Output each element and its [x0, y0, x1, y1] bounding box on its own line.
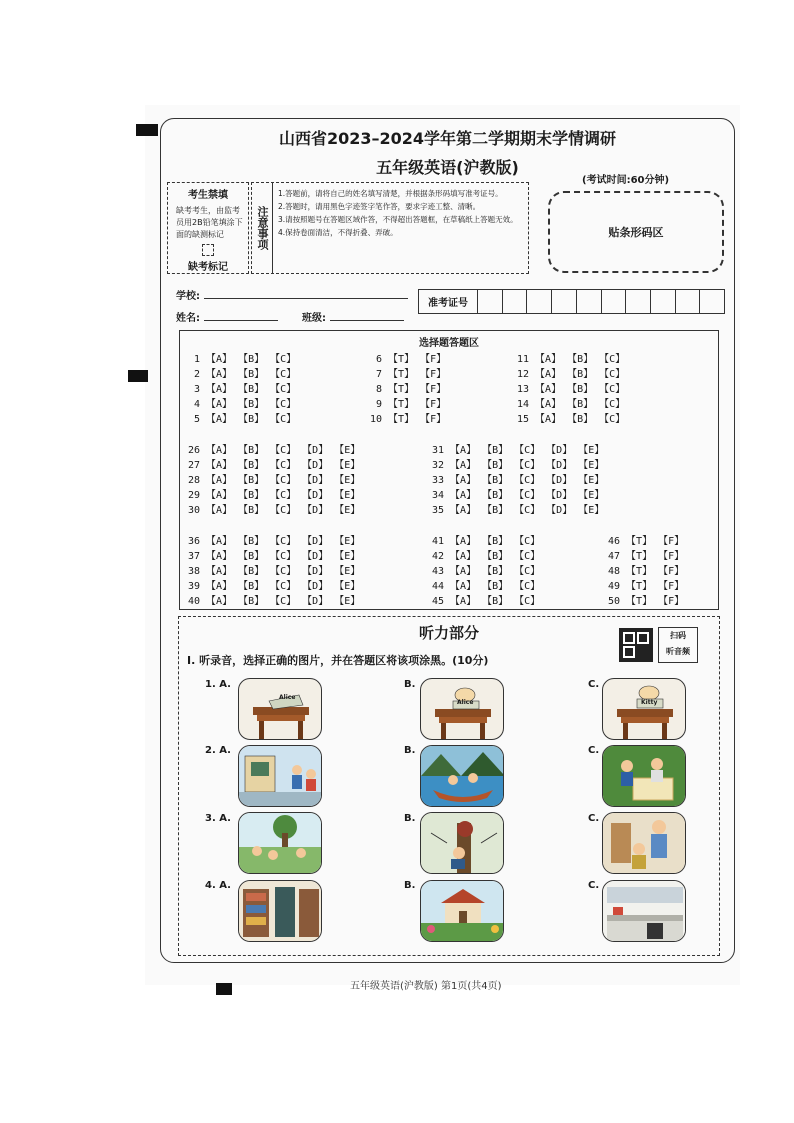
listening-title: 听力部分 [418, 624, 479, 642]
answer-row[interactable]: 35 【A】 【B】 【C】 【D】 【E】 [432, 505, 605, 516]
option-label: 1. A. [205, 679, 231, 690]
answer-row[interactable]: 30 【A】 【B】 【C】 【D】 【E】 [188, 505, 361, 516]
answer-row[interactable]: 13 【A】 【B】 【C】 [517, 384, 626, 395]
absent-instruction: 缺考考生，由监考员用2B铅笔填涂下面的缺测标记 [176, 206, 243, 239]
school-field[interactable] [204, 298, 408, 299]
answer-row[interactable]: 12 【A】 【B】 【C】 [517, 369, 626, 380]
answer-row[interactable]: 2 【A】 【B】 【C】 [194, 369, 297, 380]
barcode-label: 贴条形码区 [608, 226, 664, 239]
picture-kids-outdoors[interactable] [238, 812, 322, 874]
answer-row[interactable]: 14 【A】 【B】 【C】 [517, 399, 626, 410]
answer-row[interactable]: 49 【T】 【F】 [608, 581, 685, 592]
answer-row[interactable]: 43 【A】 【B】 【C】 [432, 566, 541, 577]
answer-row[interactable]: 26 【A】 【B】 【C】 【D】 【E】 [188, 445, 361, 456]
exam-id-cell[interactable] [503, 290, 528, 313]
option-label: 2. A. [205, 745, 231, 756]
school-label: 学校: [176, 291, 200, 302]
answer-row[interactable]: 31 【A】 【B】 【C】 【D】 【E】 [432, 445, 605, 456]
exam-id-cell[interactable] [602, 290, 627, 313]
name-label: 姓名: [176, 313, 200, 324]
nameplate-text: Alice [457, 699, 474, 706]
picture-school-play[interactable] [238, 745, 322, 807]
answer-row[interactable]: 5 【A】 【B】 【C】 [194, 414, 297, 425]
qr-label-line: 扫码 [670, 631, 686, 640]
option-label: B. [404, 880, 416, 891]
exam-id-cell[interactable] [651, 290, 676, 313]
option-label: B. [404, 745, 416, 756]
barcode-area [548, 191, 724, 273]
answer-row[interactable]: 27 【A】 【B】 【C】 【D】 【E】 [188, 460, 361, 471]
picture-garden-house[interactable] [420, 880, 504, 942]
picture-picnic[interactable] [602, 745, 686, 807]
answer-row[interactable]: 46 【T】 【F】 [608, 536, 685, 547]
notice-box [251, 182, 529, 274]
alignment-mark-bottom [216, 983, 232, 995]
answer-row[interactable]: 50 【T】 【F】 [608, 596, 685, 607]
class-field[interactable] [330, 320, 404, 321]
answer-row[interactable]: 41 【A】 【B】 【C】 [432, 536, 541, 547]
option-label: C. [588, 679, 600, 690]
absent-heading: 考生禁填 [188, 190, 228, 201]
option-label: 3. A. [205, 813, 231, 824]
answer-row[interactable]: 38 【A】 【B】 【C】 【D】 【E】 [188, 566, 361, 577]
picture-desk-alice-b[interactable] [420, 678, 504, 740]
picture-kitchen[interactable] [602, 880, 686, 942]
picture-boating[interactable] [420, 745, 504, 807]
exam-id-cell[interactable] [552, 290, 577, 313]
exam-id-cell[interactable] [626, 290, 651, 313]
qr-code-icon[interactable] [619, 628, 653, 662]
answer-area-heading: 选择题答题区 [419, 338, 479, 349]
alignment-mark-middle [128, 370, 148, 382]
answer-row[interactable]: 37 【A】 【B】 【C】 【D】 【E】 [188, 551, 361, 562]
option-label: B. [404, 813, 416, 824]
picture-climbing-tree[interactable] [420, 812, 504, 874]
qr-label [658, 627, 698, 663]
answer-row[interactable]: 10 【T】 【F】 [370, 414, 447, 425]
qr-label-line: 听音频 [666, 647, 690, 656]
absent-mark-label: 缺考标记 [188, 262, 228, 273]
answer-row[interactable]: 3 【A】 【B】 【C】 [194, 384, 297, 395]
picture-desk-alice[interactable] [238, 678, 322, 740]
answer-row[interactable]: 39 【A】 【B】 【C】 【D】 【E】 [188, 581, 361, 592]
answer-row[interactable]: 45 【A】 【B】 【C】 [432, 596, 541, 607]
answer-row[interactable]: 33 【A】 【B】 【C】 【D】 【E】 [432, 475, 605, 486]
option-label: C. [588, 813, 600, 824]
answer-row[interactable]: 29 【A】 【B】 【C】 【D】 【E】 [188, 490, 361, 501]
exam-time: (考试时间:60分钟) [582, 175, 670, 186]
picture-bookshelf-room[interactable] [238, 880, 322, 942]
nameplate-text: Kitty [641, 699, 658, 706]
notice-list [252, 183, 528, 239]
option-label: C. [588, 880, 600, 891]
alignment-mark-top [136, 124, 158, 136]
exam-subtitle: 五年级英语(沪教版) [376, 158, 519, 177]
answer-row[interactable]: 47 【T】 【F】 [608, 551, 685, 562]
exam-id-cell[interactable] [478, 290, 503, 313]
notice-item: 3.请按照题号在答题区域作答，不得超出答题框，在草稿纸上答题无效。 [278, 215, 518, 224]
answer-row[interactable]: 32 【A】 【B】 【C】 【D】 【E】 [432, 460, 605, 471]
page-footer: 五年级英语(沪教版) 第1页(共4页) [350, 981, 502, 992]
answer-row[interactable]: 1 【A】 【B】 【C】 [194, 354, 297, 365]
answer-row[interactable]: 8 【T】 【F】 [370, 384, 447, 395]
exam-id-label: 准考证号 [419, 290, 478, 313]
picture-father-child[interactable] [602, 812, 686, 874]
answer-row[interactable]: 34 【A】 【B】 【C】 【D】 【E】 [432, 490, 605, 501]
answer-row[interactable]: 9 【T】 【F】 [370, 399, 447, 410]
exam-id-cell[interactable] [577, 290, 602, 313]
answer-row[interactable]: 6 【T】 【F】 [370, 354, 447, 365]
notice-item: 4.保持卷面清洁，不得折叠、弄破。 [278, 228, 398, 237]
absent-box [167, 182, 249, 274]
exam-id-cell[interactable] [527, 290, 552, 313]
answer-row[interactable]: 11 【A】 【B】 【C】 [517, 354, 626, 365]
option-label: B. [404, 679, 416, 690]
exam-id-cell[interactable] [700, 290, 724, 313]
answer-row[interactable]: 28 【A】 【B】 【C】 【D】 【E】 [188, 475, 361, 486]
listening-instruction: Ⅰ. 听录音，选择正确的图片，并在答题区将该项涂黑。(10分) [187, 654, 489, 667]
nameplate-text: Alice [279, 694, 296, 701]
notice-item: 2.答题时，请用黑色字迹签字笔作答，要求字迹工整、清晰。 [278, 202, 481, 211]
answer-row[interactable]: 42 【A】 【B】 【C】 [432, 551, 541, 562]
option-label: C. [588, 745, 600, 756]
name-field[interactable] [204, 320, 278, 321]
picture-desk-kitty[interactable] [602, 678, 686, 740]
answer-row[interactable]: 15 【A】 【B】 【C】 [517, 414, 626, 425]
answer-row[interactable]: 44 【A】 【B】 【C】 [432, 581, 541, 592]
answer-row[interactable]: 40 【A】 【B】 【C】 【D】 【E】 [188, 596, 361, 607]
notice-heading: 注意事项 [252, 183, 273, 273]
answer-row[interactable]: 36 【A】 【B】 【C】 【D】 【E】 [188, 536, 361, 547]
answer-row[interactable]: 7 【T】 【F】 [370, 369, 447, 380]
notice-item: 1.答题前，请将自己的姓名填写清楚，并根据条形码填写准考证号。 [278, 189, 503, 198]
exam-id-cell[interactable] [676, 290, 701, 313]
class-label: 班级: [302, 313, 326, 324]
absent-mark-checkbox[interactable] [202, 244, 214, 256]
answer-row[interactable]: 48 【T】 【F】 [608, 566, 685, 577]
exam-title: 山西省2023–2024学年第二学期期末学情调研 [278, 129, 617, 148]
exam-id-grid [418, 289, 725, 314]
option-label: 4. A. [205, 880, 231, 891]
answer-row[interactable]: 4 【A】 【B】 【C】 [194, 399, 297, 410]
